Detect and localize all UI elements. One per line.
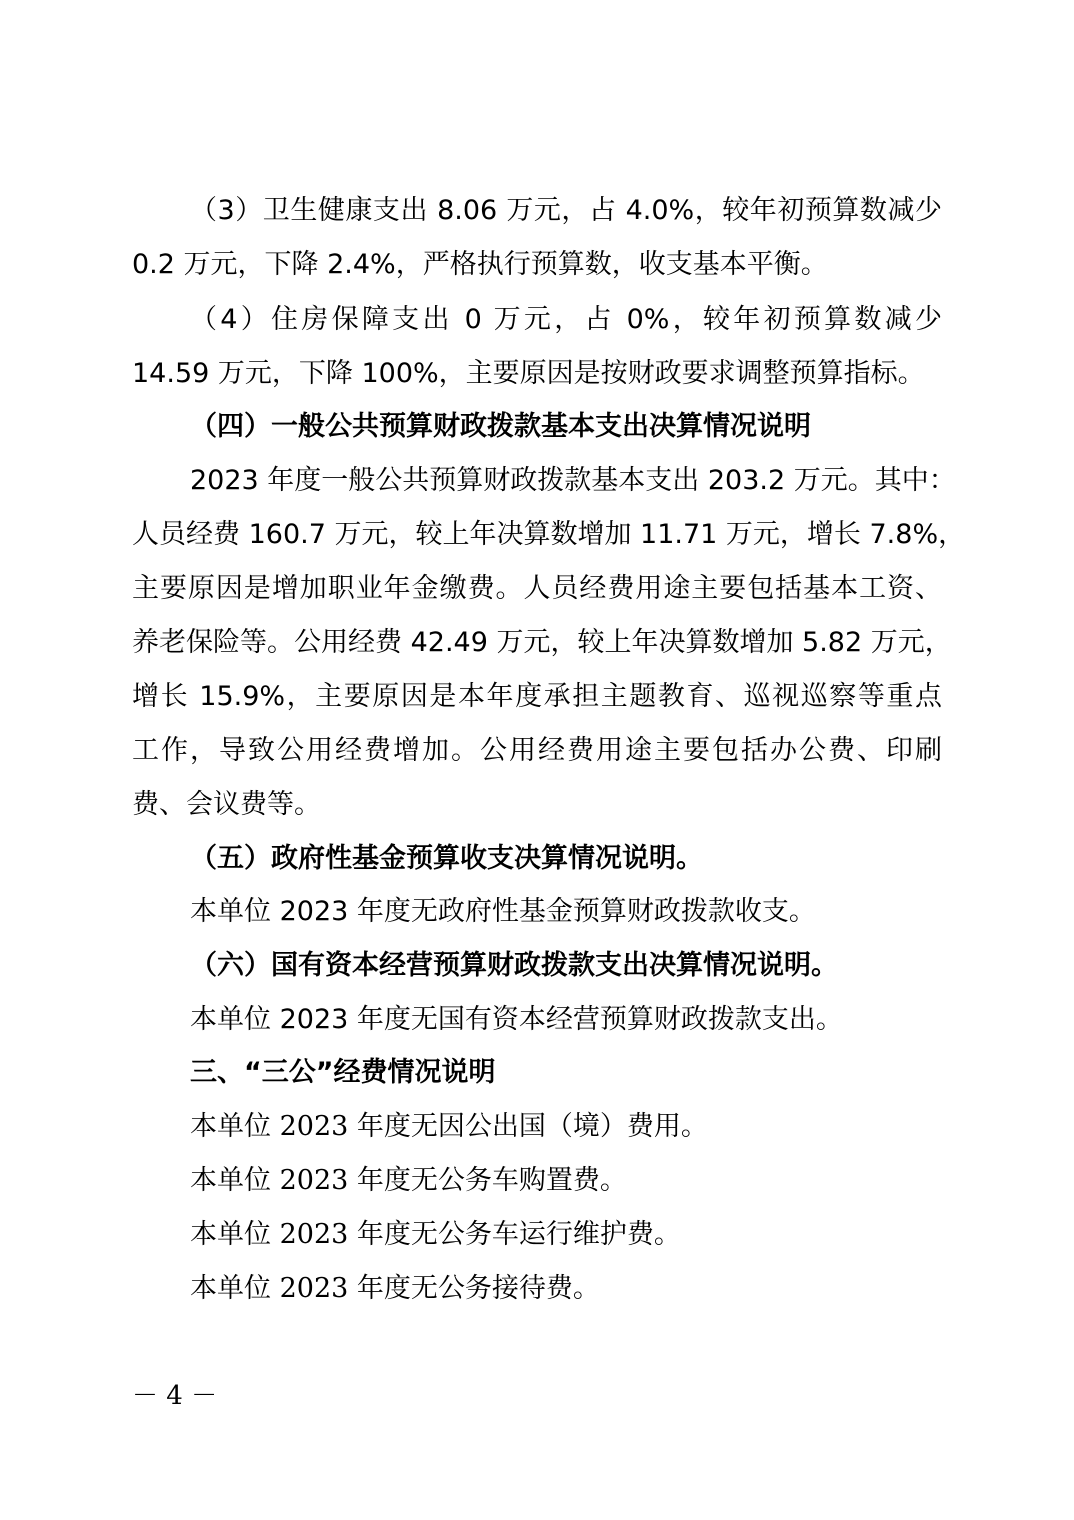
statement-vehicle-purchase: 本单位 2023 年度无公务车购置费。 <box>190 1165 627 1196</box>
paragraph-government-fund: 本单位 2023 年度无政府性基金预算财政拨款收支。 <box>190 896 816 927</box>
statement-vehicle-operation: 本单位 2023 年度无公务车运行维护费。 <box>190 1219 681 1250</box>
paragraph-housing-expense-line-2: 14.59 万元，下降 100%，主要原因是按财政要求调整预算指标。 <box>132 358 925 389</box>
section-heading-6: （六）国有资本经营预算财政拨款支出决算情况说明。 <box>190 950 838 981</box>
paragraph-health-expense-line-1: （3）卫生健康支出 8.06 万元，占 4.0%，较年初预算数减少 <box>190 195 942 226</box>
paragraph-state-capital: 本单位 2023 年度无国有资本经营预算财政拨款支出。 <box>190 1004 843 1035</box>
paragraph-basic-expense-line-2: 人员经费 160.7 万元，较上年决算数增加 11.71 万元，增长 7.8%， <box>132 519 966 550</box>
statement-overseas-travel: 本单位 2023 年度无因公出国（境）费用。 <box>190 1111 708 1142</box>
paragraph-health-expense-line-2: 0.2 万元，下降 2.4%，严格执行预算数，收支基本平衡。 <box>132 249 828 280</box>
paragraph-basic-expense-line-4: 养老保险等。公用经费 42.49 万元，较上年决算数增加 5.82 万元， <box>132 627 952 658</box>
paragraph-basic-expense-line-1: 2023 年度一般公共预算财政拨款基本支出 203.2 万元。其中： <box>190 465 956 496</box>
section-heading-5: （五）政府性基金预算收支决算情况说明。 <box>190 843 703 874</box>
paragraph-basic-expense-line-6: 工作，导致公用经费增加。公用经费用途主要包括办公费、印刷 <box>132 735 942 766</box>
paragraph-basic-expense-line-5: 增长 15.9%，主要原因是本年度承担主题教育、巡视巡察等重点 <box>132 681 942 712</box>
section-heading-three-public: 三、“三公”经费情况说明 <box>190 1057 496 1088</box>
paragraph-housing-expense-line-1: （4）住房保障支出 0 万元，占 0%，较年初预算数减少 <box>190 304 942 335</box>
page-number: － 4 － <box>132 1381 218 1411</box>
paragraph-basic-expense-line-3: 主要原因是增加职业年金缴费。人员经费用途主要包括基本工资、 <box>132 573 942 604</box>
section-heading-4: （四）一般公共预算财政拨款基本支出决算情况说明 <box>190 411 811 442</box>
statement-official-reception: 本单位 2023 年度无公务接待费。 <box>190 1273 600 1304</box>
paragraph-basic-expense-line-7: 费、会议费等。 <box>132 789 321 820</box>
